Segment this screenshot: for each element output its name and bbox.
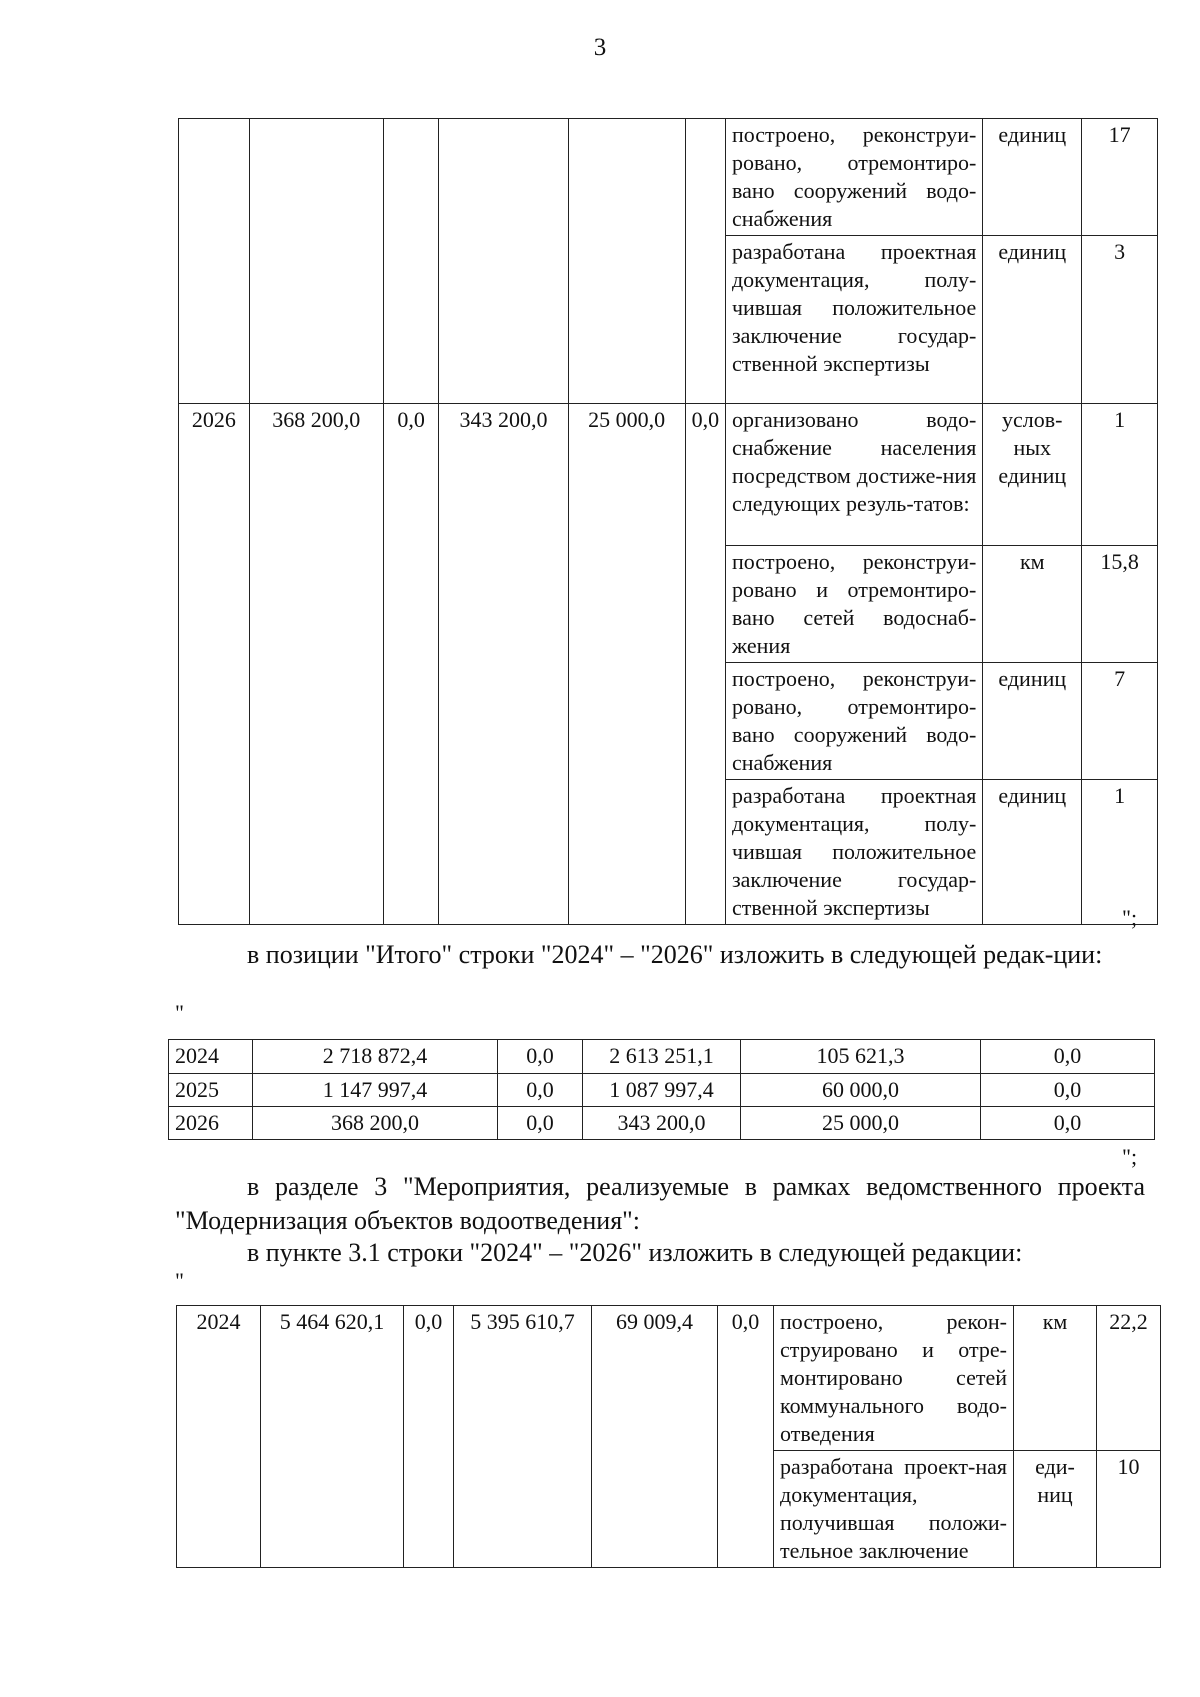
year-cell: 2026: [179, 404, 250, 925]
table-itogo: [168, 1039, 1155, 1140]
page-number: 3: [593, 34, 607, 61]
funding-cell: 0,0: [718, 1306, 774, 1568]
indicator-unit: услов-ных единиц: [983, 404, 1082, 546]
indicator-text: построено, реконструи-ровано, отремонтиро-вано сооружений водо-снабжения: [725, 119, 982, 236]
year-cell: 2024: [177, 1306, 261, 1568]
funding-cell: 69 009,4: [592, 1306, 718, 1568]
funding-cell: 5 395 610,7: [454, 1306, 592, 1568]
table-water-disposal: [176, 1305, 1161, 1568]
total-cell: 368 200,0: [253, 1107, 498, 1140]
indicator-value: 3: [1082, 236, 1158, 404]
indicator-text: построено, реконструи-ровано и отремонтиро-вано сетей водоснаб-жения: [725, 546, 982, 663]
indicator-text: построено, реконструи-ровано, отремонтиро-вано сооружений водо-снабжения: [725, 663, 982, 780]
indicator-text: организовано водо-снабжение населения посредством достиже-ния следующих резуль-татов:: [725, 404, 982, 546]
funding-cell: [568, 119, 685, 404]
funding-cell: 0,0: [498, 1040, 583, 1074]
indicator-text: разработана проектная документация, полу-чившая положительное заключение государ-ственной экспертизы: [725, 236, 982, 404]
indicator-unit: единиц: [983, 119, 1082, 236]
total-cell: [249, 119, 383, 404]
indicator-value: 7: [1082, 663, 1158, 780]
funding-cell: 0,0: [404, 1306, 454, 1568]
indicator-unit: км: [1014, 1306, 1097, 1451]
total-cell: 1 147 997,4: [253, 1074, 498, 1107]
funding-cell: 0,0: [981, 1074, 1155, 1107]
indicator-unit: единиц: [983, 780, 1082, 925]
table-row: [177, 1306, 1161, 1451]
indicator-text: разработана проект-ная документация, получившая положи-тельное заключение: [774, 1451, 1014, 1568]
funding-cell: 0,0: [498, 1107, 583, 1140]
table-water-supply: [178, 118, 1158, 925]
close-quote: ";: [1122, 1144, 1138, 1169]
indicator-value: 1: [1082, 780, 1158, 925]
funding-cell: 343 200,0: [583, 1107, 741, 1140]
indicator-value: 10: [1097, 1451, 1161, 1568]
funding-cell: 0,0: [981, 1107, 1155, 1140]
funding-cell: 60 000,0: [741, 1074, 981, 1107]
table-row: [169, 1074, 1155, 1107]
funding-cell: 2 613 251,1: [583, 1040, 741, 1074]
year-cell: [179, 119, 250, 404]
funding-cell: 0,0: [383, 404, 439, 925]
funding-cell: 0,0: [685, 404, 725, 925]
indicator-value: 17: [1082, 119, 1158, 236]
funding-cell: 25 000,0: [568, 404, 685, 925]
year-cell: 2025: [169, 1074, 253, 1107]
indicator-value: 15,8: [1082, 546, 1158, 663]
funding-cell: 0,0: [498, 1074, 583, 1107]
table-row: [169, 1107, 1155, 1140]
indicator-value: 22,2: [1097, 1306, 1161, 1451]
paragraph-point-3-1: в пункте 3.1 строки "2024" – "2026" изложить в следующей редакции:: [247, 1238, 1023, 1267]
total-cell: 5 464 620,1: [261, 1306, 404, 1568]
indicator-text: разработана проектная документация, полу-чившая положительное заключение государ-ственной экспертизы: [725, 780, 982, 925]
year-cell: 2024: [169, 1040, 253, 1074]
funding-cell: 0,0: [981, 1040, 1155, 1074]
indicator-unit: единиц: [983, 663, 1082, 780]
funding-cell: [439, 119, 568, 404]
indicator-unit: км: [983, 546, 1082, 663]
indicator-unit: единиц: [983, 236, 1082, 404]
funding-cell: [685, 119, 725, 404]
total-cell: 368 200,0: [249, 404, 383, 925]
table-row: [179, 119, 1158, 236]
funding-cell: 25 000,0: [741, 1107, 981, 1140]
indicator-unit: еди-ниц: [1014, 1451, 1097, 1568]
close-quote: ";: [1122, 905, 1138, 930]
paragraph-section-3: в разделе 3 "Мероприятия, реализуемые в рамках ведомственного проекта "Модернизация объектов водоотведения":: [175, 1172, 1145, 1235]
year-cell: 2026: [169, 1107, 253, 1140]
table-row: [179, 404, 1158, 546]
open-quote: ": [175, 1000, 184, 1025]
indicator-value: 1: [1082, 404, 1158, 546]
total-cell: 2 718 872,4: [253, 1040, 498, 1074]
funding-cell: 343 200,0: [439, 404, 568, 925]
table-row: [169, 1040, 1155, 1074]
open-quote: ": [175, 1268, 184, 1293]
funding-cell: [383, 119, 439, 404]
funding-cell: 1 087 997,4: [583, 1074, 741, 1107]
paragraph-itogo: в позиции "Итого" строки "2024" – "2026" изложить в следующей редак-ции:: [247, 940, 1103, 969]
funding-cell: 105 621,3: [741, 1040, 981, 1074]
indicator-text: построено, рекон-струировано и отре-монтировано сетей коммунального водо-отведения: [774, 1306, 1014, 1451]
